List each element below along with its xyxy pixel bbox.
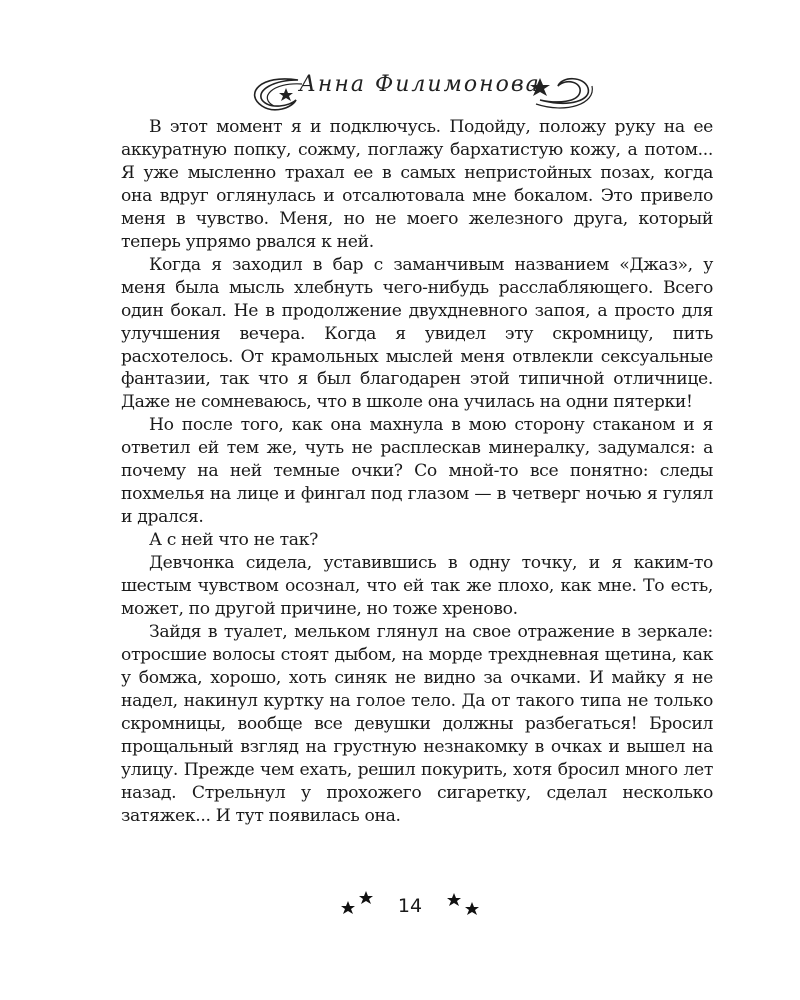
page-number: 14 xyxy=(397,895,423,917)
author-name: Анна Филимонова xyxy=(299,72,541,97)
page-footer xyxy=(330,887,490,927)
paragraph: Девчонка сидела, уставившись в одну точку, и я каким-то шестым чувством осознал, что ей так же плохо, как мне. То есть, может, по другой причине, но тоже хреново. xyxy=(121,553,713,620)
paragraph: Зайдя в туалет, мельком глянул на свое отражение в зеркале: отросшие волосы стоят дыбом, на морде трехдневная щетина, как у бомжа, хорошо, хоть синяк не видно за очками. И майку я не надел, накинул куртку на голое тело. Да от такого типа не только скромницы, вообще все девушки должны разбегаться! Бросил прощальный взгляд на грустную незнакомку в очках и вышел на улицу. Прежде чем ехать, решил покурить, хотя бросил много лет назад. Стрельнул у прохожего сигаретку, сделал несколько затяжек... И тут появилась она. xyxy=(121,621,713,826)
paragraph: А с ней что не так? xyxy=(149,530,318,551)
paragraph: В этот момент я и подключусь. Подойду, положу руку на ее аккуратную попку, сожму, поглажу бархатистую кожу, а потом... Я уже мысленно трахал ее в самых непристойных позах, когда она вдруг оглянулась и отсалютовала мне бокалом. Это привело меня в чувство. Меня, но не моего железного друга, который теперь упрямо рвался к ней. xyxy=(121,117,713,252)
paragraph: Когда я заходил в бар с заманчивым названием «Джаз», у меня была мысль хлебнуть чего-нибудь расслабляющего. Всего один бокал. Не в продолжение двухдневного запоя, а просто для улучшения вечера. Когда я увидел эту скромницу, пить расхотелось. От крамольных мыслей меня отвлекли сексуальные фантазии, так что я был благодарен этой типичной отличнице. Даже не сомневаюсь, что в школе она училась на одни пятерки! xyxy=(121,254,713,413)
paragraph: Но после того, как она махнула в мою сторону стаканом и я ответил ей тем же, чуть не расплескав минералку, задумался: а почему на ней темные очки? Со мной-то все понятно: следы похмелья на лице и фингал под глазом — в четверг ночью я гулял и дрался. xyxy=(121,415,713,528)
page-body xyxy=(121,116,713,828)
